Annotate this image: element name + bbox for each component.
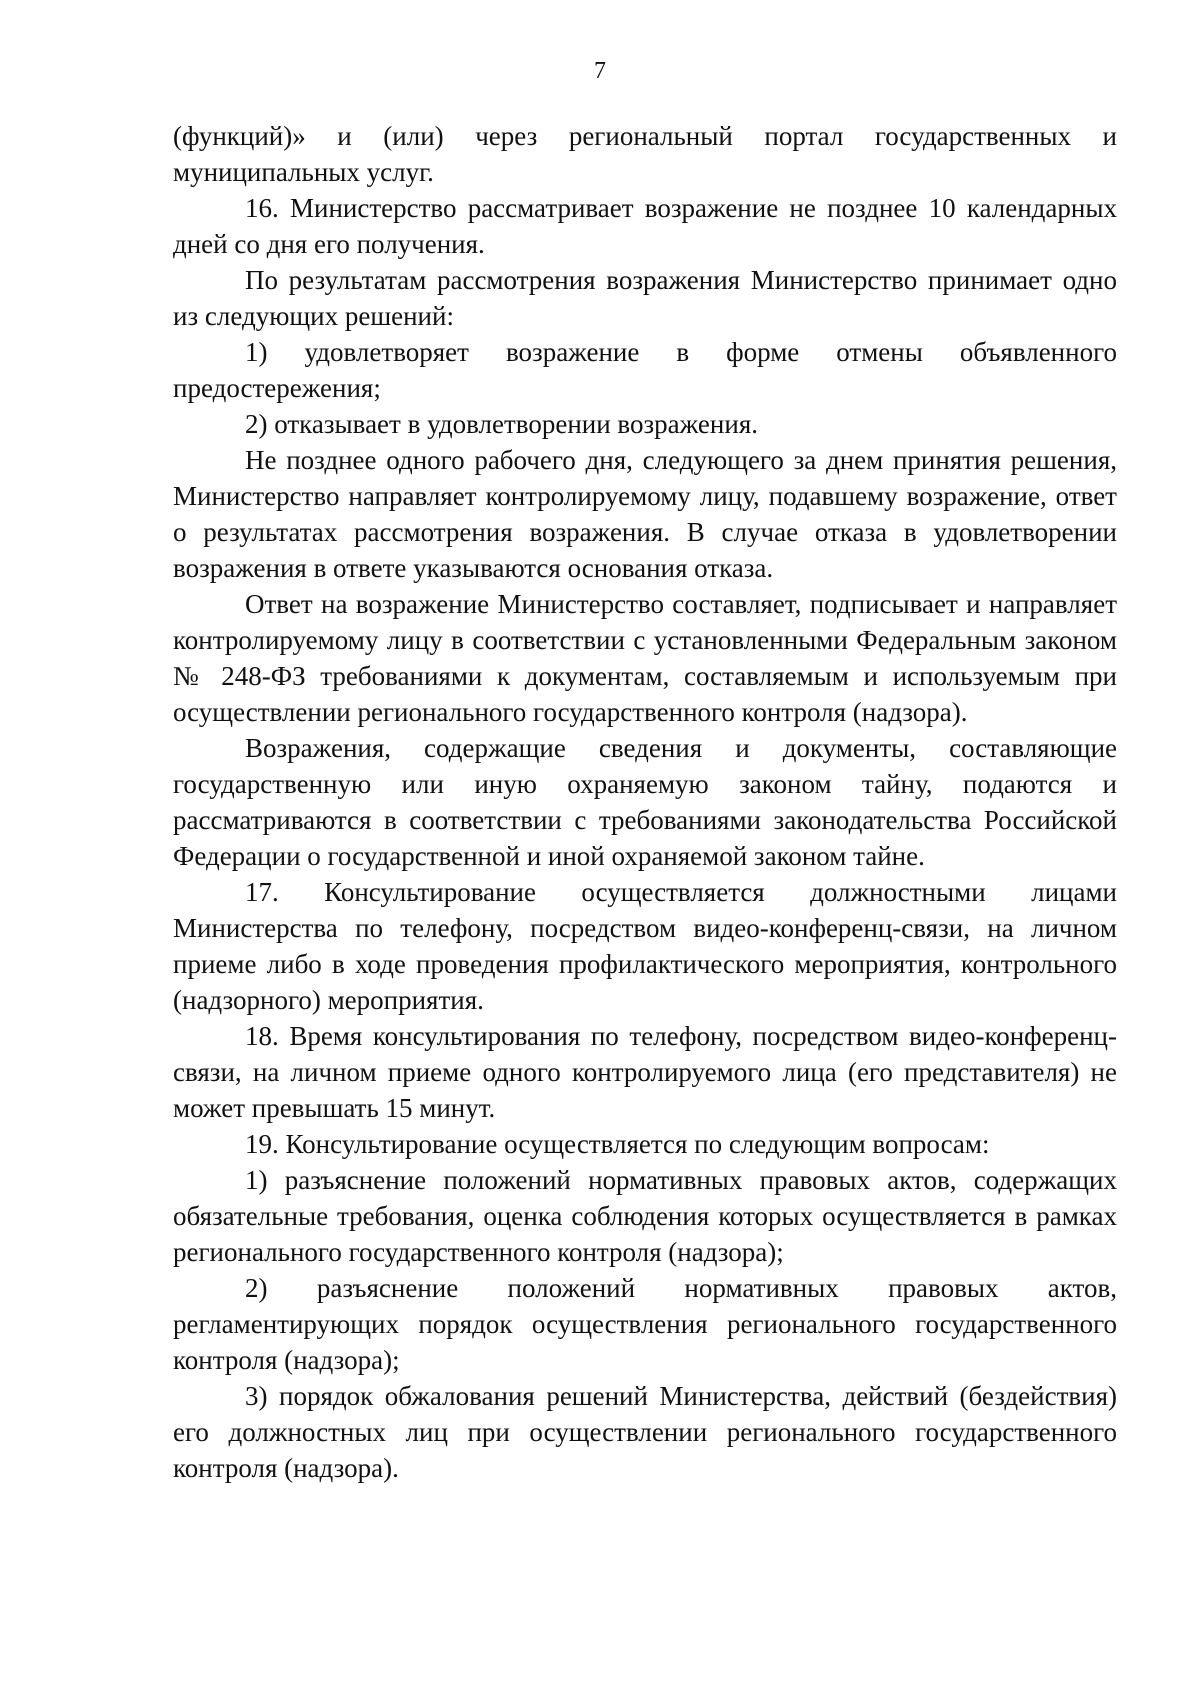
paragraph-continuation: (функций)» и (или) через региональный портал государственных и муниципальных услуг. [173,121,1117,187]
page-number: 7 [594,58,606,84]
paragraph-topic-2: 2) разъяснение положений нормативных правовых актов, регламентирующих порядок осуществления регионального государственного контроля (надзора); [173,1273,1117,1375]
paragraph-decision-2: 2) отказывает в удовлетворении возражения. [245,409,758,439]
paragraph-item-19: 19. Консультирование осуществляется по следующим вопросам: [245,1129,990,1159]
paragraph-item-18: 18. Время консультирования по телефону, посредством видео-конференц-связи, на личном приеме одного контролируемого лица (его представителя) не может превышать 15 минут. [173,1021,1117,1123]
paragraph-item-16: 16. Министерство рассматривает возражение не позднее 10 календарных дней со дня его получения. [173,193,1117,259]
paragraph-topic-1: 1) разъяснение положений нормативных правовых актов, содержащих обязательные требования, оценка соблюдения которых осуществляется в рамках регионального государственного контроля (надзора); [173,1165,1117,1267]
paragraph-review-results: По результатам рассмотрения возражения Министерство принимает одно из следующих решений: [173,265,1117,331]
paragraph-secret-objections: Возражения, содержащие сведения и документы, составляющие государственную или иную охраняемую законом тайну, подаются и рассматриваются в соответствии с требованиями законодательства Российской Федерации о государственной и иной охраняемой законом тайне. [173,733,1117,871]
paragraph-item-17: 17. Консультирование осуществляется должностными лицами Министерства по телефону, посредством видео-конференц-связи, на личном приеме либо в ходе проведения профилактического мероприятия, контрольного (надзорного) мероприятия. [173,877,1117,1015]
paragraph-response-form: Ответ на возражение Министерство составляет, подписывает и направляет контролируемому лицу в соответствии с установленными Федеральным законом № 248-ФЗ требованиями к документам, составляемым и используемым при осуществлении регионального государственного контроля (надзора). [173,589,1117,727]
paragraph-decision-1: 1) удовлетворяет возражение в форме отмены объявленного предостережения; [173,337,1117,403]
paragraph-topic-3: 3) порядок обжалования решений Министерства, действий (бездействия) его должностных лиц при осуществлении регионального государственного контроля (надзора). [173,1381,1117,1483]
paragraph-response-deadline: Не позднее одного рабочего дня, следующего за днем принятия решения, Министерство направляет контролируемому лицу, подавшему возражение, ответ о результатах рассмотрения возражения. В случае отказа в удовлетворении возражения в ответе указываются основания отказа. [173,445,1117,583]
document-body [173,118,1117,1486]
